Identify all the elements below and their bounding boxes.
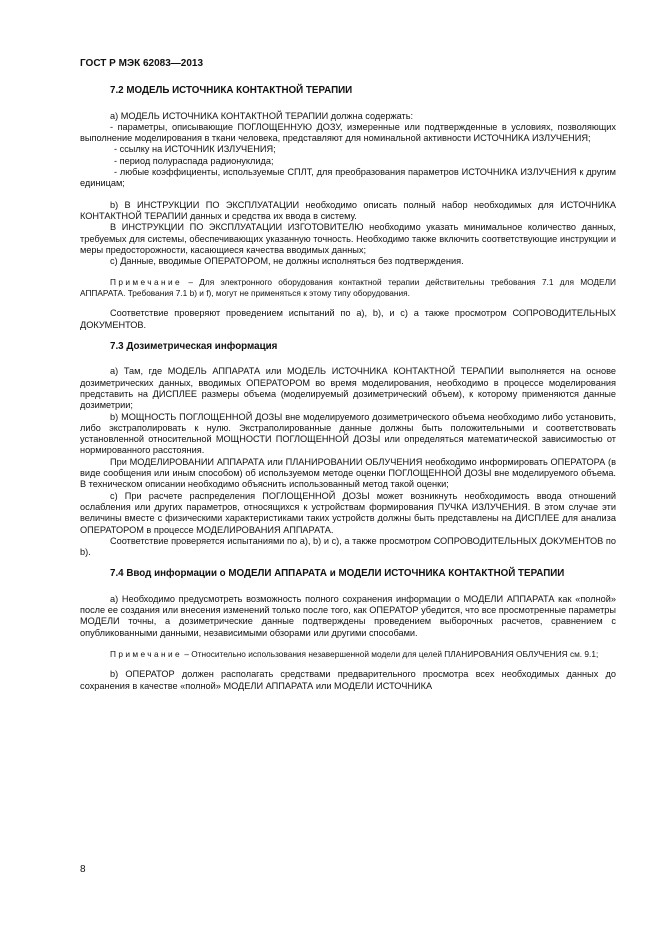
- s72-b-paragraph: b) В ИНСТРУКЦИИ ПО ЭКСПЛУАТАЦИИ необходимо описать полный набор необходимых для ИСТОЧНИКА КОНТАКТНОЙ ТЕРАПИИ данных и средства их ввода в систему.: [80, 199, 616, 221]
- s73-a-paragraph: а) Там, где МОДЕЛЬ АППАРАТА или МОДЕЛЬ ИСТОЧНИКА КОНТАКТНОЙ ТЕРАПИИ выполняется на основе дозиметрических данных, вводимых ОПЕРАТОРОМ во время моделирования, необходимо в процессе моделирования представить на ДИСПЛЕЕ размеры объема (моделируемый дозиметрический объем), к которому применяются данные дозиметрии;: [80, 366, 616, 411]
- note-label: Примечание: [110, 277, 183, 288]
- s72-a-item-4: - любые коэффициенты, используемые СПЛТ, для преобразования параметров ИСТОЧНИКА ИЗЛУЧЕНИЯ к другим единицам;: [80, 167, 616, 189]
- s73-b-paragraph-2: При МОДЕЛИРОВАНИИ АППАРАТА или ПЛАНИРОВАНИИ ОБЛУЧЕНИЯ необходимо информировать ОПЕРАТОРА (в виде сообщения или иным способом) об используемом методе оценки ПОГЛОЩЕННОЙ ДОЗЫ вне моделируемого объема. В техническом описании необходимо объяснить использованный метод такой оценки;: [80, 456, 616, 490]
- s73-b-paragraph: b) МОЩНОСТЬ ПОГЛОЩЕННОЙ ДОЗЫ вне моделируемого дозиметрического объема необходимо либо установить, либо экстраполировать к нулю. Экстраполированные данные должны быть положительными и соответствовать установленной относительной МОЩНОСТИ ПОГЛОЩЕННОЙ ДОЗЫ или определяться математической зависимостью от нормированного расстояния.: [80, 411, 616, 456]
- s72-a-item-3: - период полураспада радионуклида;: [114, 155, 274, 166]
- s73-c-paragraph: с) При расчете распределения ПОГЛОЩЕННОЙ ДОЗЫ может возникнуть необходимость ввода отношений ослабления или других параметров, относящихся к устройствам формирования ПУЧКА ИЗЛУЧЕНИЯ. В этом случае эти величины вместе с физическими характеристиками таких устройств должны быть представлены на ДИСПЛЕЕ для анализа ОПЕРАТОРОМ в процессе МОДЕЛИРОВАНИЯ АППАРАТА.: [80, 490, 616, 535]
- section-7-4-title: 7.4 Ввод информации о МОДЕЛИ АППАРАТА и МОДЕЛИ ИСТОЧНИКА КОНТАКТНОЙ ТЕРАПИИ: [110, 568, 565, 580]
- document-header: ГОСТ Р МЭК 62083—2013: [80, 58, 204, 69]
- section-7-2-title: 7.2 МОДЕЛЬ ИСТОЧНИКА КОНТАКТНОЙ ТЕРАПИИ: [110, 85, 353, 97]
- note-label: Примечание: [110, 648, 183, 659]
- s72-b-paragraph-2: В ИНСТРУКЦИИ ПО ЭКСПЛУАТАЦИИ ИЗГОТОВИТЕЛЮ необходимо указать минимальное количество данных, требуемых для системы, обеспечивающих указанную точность. Необходимо также включить соответствующие инструкции и меры предосторожности, касающиеся качества вводимых данных;: [80, 222, 616, 255]
- document-page: [80, 58, 616, 692]
- s74-note: [80, 649, 616, 660]
- s74-a-paragraph: а) Необходимо предусмотреть возможность полного сохранения информации о МОДЕЛИ АППАРАТА как «полной» после ее создания или внесения изменений только после того, как ОПЕРАТОР убедится, что все просмотренные параметры МОДЕЛИ точны, а дозиметрические данные подтверждены проведением выборочных расчетов, сравнением с опубликованными данными, независимыми обзорами или другими способами.: [80, 593, 616, 638]
- s72-a-intro: а) МОДЕЛЬ ИСТОЧНИКА КОНТАКТНОЙ ТЕРАПИИ должна содержать:: [110, 110, 414, 121]
- s72-a-item-1: - параметры, описывающие ПОГЛОЩЕННУЮ ДОЗУ, измеренные или подтвержденные в условиях, позволяющих выполнение моделирования в ткани человека, представляют для номинальной активности ИСТОЧНИКА ИЗЛУЧЕНИЯ;: [80, 121, 616, 144]
- s72-note: [80, 277, 616, 298]
- s72-a-item-2: - ссылку на ИСТОЧНИК ИЗЛУЧЕНИЯ;: [114, 144, 276, 155]
- s73-compliance: Соответствие проверяется испытаниями по а), b) и с), а также просмотром СОПРОВОДИТЕЛЬНЫХ ДОКУМЕНТОВ по b).: [80, 535, 616, 558]
- section-7-3-title: 7.3 Дозиметрическая информация: [110, 341, 278, 353]
- page-number: 8: [80, 864, 86, 875]
- s74-b-paragraph: b) ОПЕРАТОР должен располагать средствами предварительного просмотра всех необходимых данных до сохранения в качестве «полной» МОДЕЛИ АППАРАТА или МОДЕЛИ ИСТОЧНИКА: [80, 669, 616, 691]
- note-text: – Относительно использования незавершенной модели для целей ПЛАНИРОВАНИЯ ОБЛУЧЕНИЯ см. 9.1;: [182, 648, 599, 659]
- note-text: – Для электронного оборудования контактной терапии действительны требования 7.1 для МОДЕЛИ АППАРАТА. Требования 7.1 b) и f), могут не применяться к этому типу оборудования.: [80, 277, 616, 298]
- s72-c-paragraph: с) Данные, вводимые ОПЕРАТОРОМ, не должны исполняться без подтверждения.: [110, 256, 464, 267]
- s72-compliance: Соответствие проверяют проведением испытаний по а), b), и с) а также просмотром СОПРОВОДИТЕЛЬНЫХ ДОКУМЕНТОВ.: [80, 308, 616, 330]
